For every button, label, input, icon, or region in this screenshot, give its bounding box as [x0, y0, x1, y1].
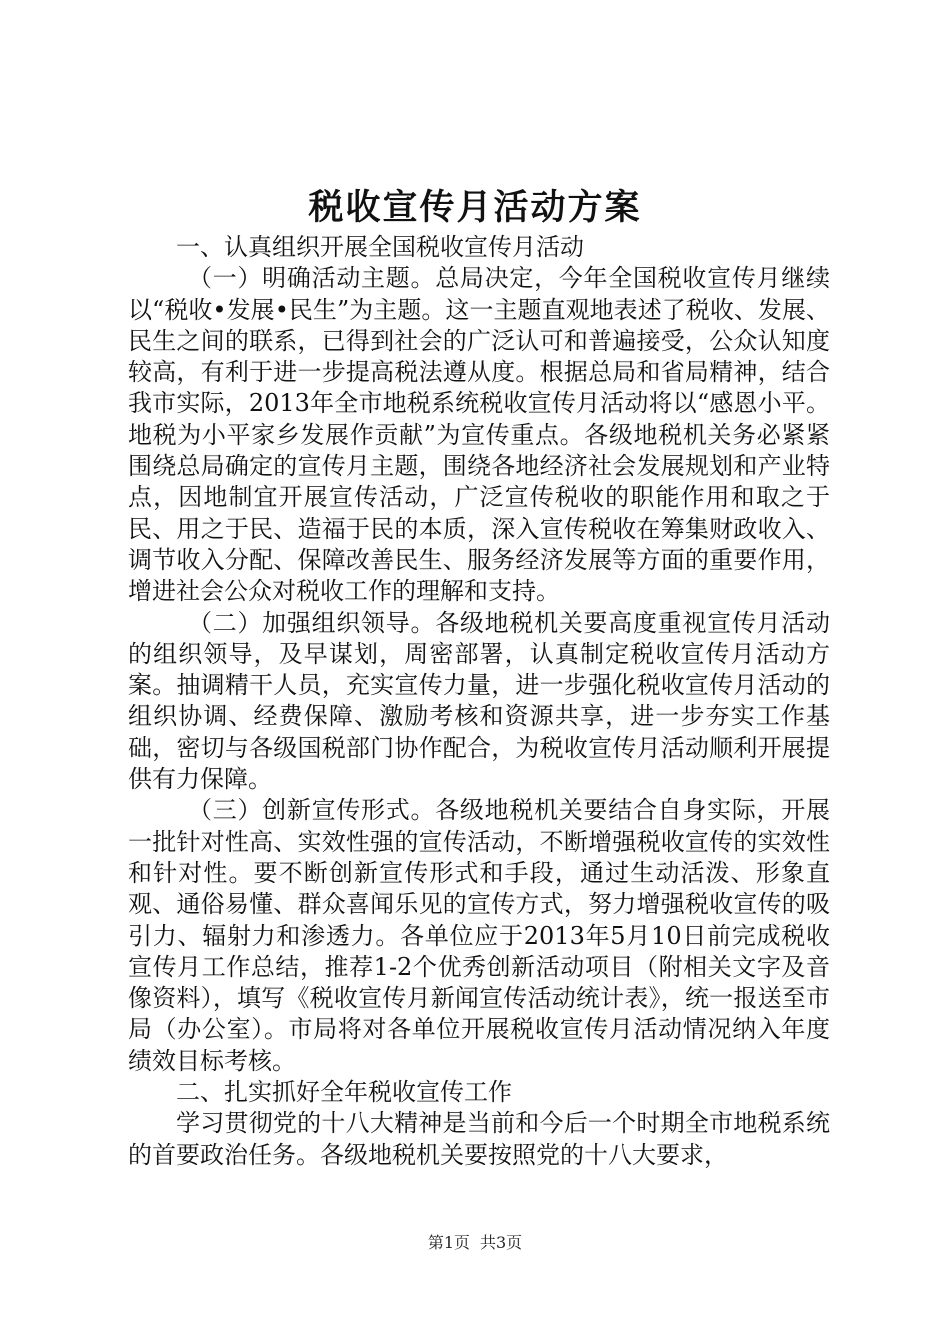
- page-footer: [0, 1232, 950, 1254]
- document-body: [128, 232, 830, 1171]
- page-number: 第1页: [427, 1233, 470, 1252]
- page-total: 共3页: [480, 1233, 523, 1252]
- paragraph-leadership: （二）加强组织领导。各级地税机关要高度重视宣传月活动的组织领导，及早谋划，周密部署，认真制定税收宣传月活动方案。抽调精干人员，充实宣传力量，进一步强化税收宣传月活动的组织协调、经费保障、激励考核和资源共享，进一步夯实工作基础，密切与各级国税部门协作配合，为税收宣传月活动顺利开展提供有力保障。: [128, 608, 830, 794]
- paragraph-study: 学习贯彻党的十八大精神是当前和今后一个时期全市地税系统的首要政治任务。各级地税机关要按照党的十八大要求，: [128, 1109, 830, 1169]
- section-heading-1: 一、认真组织开展全国税收宣传月活动: [176, 233, 584, 261]
- paragraph-theme: （一）明确活动主题。总局决定，今年全国税收宣传月继续以“税收•发展•民生”为主题。这一主题直观地表述了税收、发展、民生之间的联系，已得到社会的广泛认可和普遍接受，公众认知度较高，有利于进一步提高税法遵从度。根据总局和省局精神，结合我市实际，2013年全市地税系统税收宣传月活动将以“感恩小平。地税为小平家乡发展作贡献”为宣传重点。各级地税机关务必紧紧围绕总局确定的宣传月主题，围绕各地经济社会发展规划和产业特点，因地制宜开展宣传活动，广泛宣传税收的职能作用和取之于民、用之于民、造福于民的本质，深入宣传税收在筹集财政收入、调节收入分配、保障改善民生、服务经济发展等方面的重要作用，增进社会公众对税收工作的理解和支持。: [128, 264, 830, 606]
- paragraph-innovation: （三）创新宣传形式。各级地税机关要结合自身实际，开展一批针对性高、实效性强的宣传活动，不断增强税收宣传的实效性和针对性。要不断创新宣传形式和手段，通过生动活泼、形象直观、通俗易懂、群众喜闻乐见的宣传方式，努力增强税收宣传的吸引力、辐射力和渗透力。各单位应于2013年5月10日前完成税收宣传月工作总结，推荐1-2个优秀创新活动项目（附相关文字及音像资料），填写《税收宣传月新闻宣传活动统计表》，统一报送至市局（办公室）。市局将对各单位开展税收宣传月活动情况纳入年度绩效目标考核。: [128, 796, 830, 1075]
- section-heading-2: 二、扎实抓好全年税收宣传工作: [176, 1078, 512, 1107]
- document-title: 税收宣传月活动方案: [308, 187, 642, 228]
